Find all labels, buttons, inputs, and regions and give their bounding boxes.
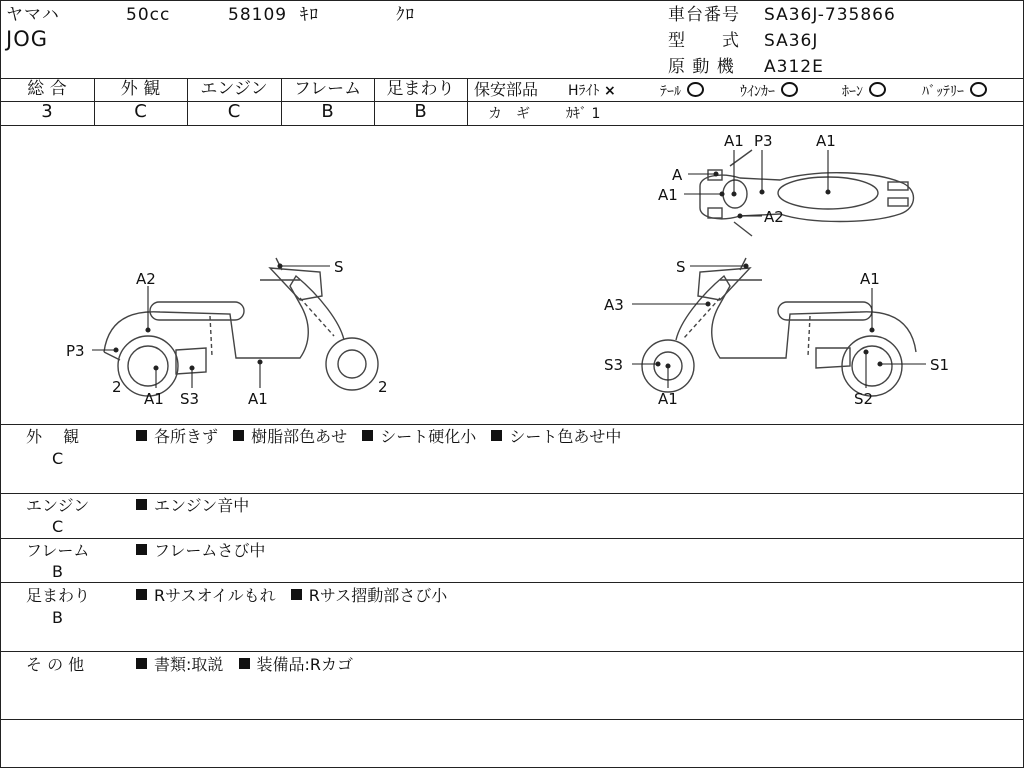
damage-diagram xyxy=(0,126,1024,424)
remark-grade-exterior: C xyxy=(52,449,64,468)
safety-tail: ﾃｰﾙ xyxy=(660,82,704,101)
damage-label: P3 xyxy=(754,132,773,150)
damage-label: A1 xyxy=(658,186,678,204)
divider xyxy=(0,538,1024,539)
divider xyxy=(0,424,1024,425)
damage-label: A1 xyxy=(248,390,268,408)
grade-engine: C xyxy=(227,101,241,122)
ok-circle-icon xyxy=(869,82,886,97)
grade-header-frame: フレーム xyxy=(293,79,362,99)
ok-circle-icon xyxy=(970,82,987,97)
bullet-square-icon xyxy=(136,544,147,555)
bullet-square-icon xyxy=(233,430,244,441)
remark-items-engine: エンジン音中 xyxy=(136,497,249,515)
safety-headlight: Hﾗｲﾄ × xyxy=(568,83,616,99)
type-label: 型 式 xyxy=(668,31,740,51)
remark-items-frame: フレームさび中 xyxy=(136,542,265,560)
frame-no: SA36J-735866 xyxy=(764,5,896,25)
remark-label-frame: フレーム xyxy=(26,541,90,560)
key-label: カ ギ xyxy=(488,106,530,122)
model-name: JOG xyxy=(6,27,48,51)
remark-label-other: そ の 他 xyxy=(26,655,85,674)
mileage-unit: ｷﾛ xyxy=(300,5,319,25)
divider xyxy=(0,651,1024,652)
engine-label: 原 動 機 xyxy=(668,57,735,77)
bullet-square-icon xyxy=(136,589,147,600)
engine-value: A312E xyxy=(764,57,824,77)
maker: ヤマハ xyxy=(6,5,60,25)
grade-header-exterior: 外 観 xyxy=(120,79,161,99)
remark-items-other: 書類:取説 装備品:Rカゴ xyxy=(136,656,353,674)
remark-grade-engine: C xyxy=(52,517,64,536)
remark-items-suspension: Rサスオイルもれ Rサス摺動部さび小 xyxy=(136,587,447,605)
safety-battery: ﾊﾞｯﾃﾘｰ xyxy=(922,82,987,101)
grade-header-engine: エンジン xyxy=(200,79,268,99)
damage-label: 2 xyxy=(112,378,122,396)
safety-horn: ﾎｰﾝ xyxy=(842,82,886,101)
damage-label: A2 xyxy=(764,208,784,226)
color: ｸﾛ xyxy=(396,5,415,25)
ok-circle-icon xyxy=(781,82,798,97)
grade-exterior: C xyxy=(134,101,147,122)
ok-circle-icon xyxy=(687,82,704,97)
bullet-square-icon xyxy=(291,589,302,600)
damage-label: A1 xyxy=(658,390,678,408)
damage-label: A1 xyxy=(724,132,744,150)
displacement: 50cc xyxy=(126,5,171,25)
remark-label-suspension: 足まわり xyxy=(26,586,91,605)
divider xyxy=(0,101,1024,102)
grade-frame: B xyxy=(321,101,334,122)
damage-label: S2 xyxy=(854,390,874,408)
safety-title: 保安部品 xyxy=(474,80,539,99)
damage-label: A3 xyxy=(604,296,624,314)
bullet-square-icon xyxy=(491,430,502,441)
bullet-square-icon xyxy=(362,430,373,441)
safety-winker: ｳｲﾝｶｰ xyxy=(740,82,798,101)
damage-label: 2 xyxy=(378,378,388,396)
remark-grade-frame: B xyxy=(52,562,63,581)
damage-label: S xyxy=(334,258,344,276)
grade-header-total: 総 合 xyxy=(27,79,67,99)
damage-label: S1 xyxy=(930,356,950,374)
bullet-square-icon xyxy=(136,430,147,441)
grade-suspension: B xyxy=(414,101,427,122)
damage-label: A1 xyxy=(816,132,836,150)
remark-label-exterior: 外 観 xyxy=(26,427,80,446)
divider xyxy=(0,719,1024,720)
mileage: 58109 xyxy=(228,5,288,25)
damage-label: S3 xyxy=(604,356,624,374)
type-value: SA36J xyxy=(764,31,819,51)
bullet-square-icon xyxy=(239,658,250,669)
remark-label-engine: エンジン xyxy=(26,496,90,515)
grade-total: 3 xyxy=(41,101,53,122)
divider xyxy=(0,493,1024,494)
damage-label: A2 xyxy=(136,270,156,288)
remark-items-exterior: 各所きず 樹脂部色あせ シート硬化小 シート色あせ中 xyxy=(136,428,621,446)
bullet-square-icon xyxy=(136,499,147,510)
remark-grade-suspension: B xyxy=(52,608,63,627)
damage-label: A xyxy=(672,166,683,184)
bullet-square-icon xyxy=(136,658,147,669)
divider xyxy=(0,582,1024,583)
key-value: ｶｷﾞ 1 xyxy=(566,106,601,122)
damage-label: P3 xyxy=(66,342,85,360)
damage-label: S3 xyxy=(180,390,200,408)
damage-label: S xyxy=(676,258,686,276)
damage-label: A1 xyxy=(144,390,164,408)
grade-header-suspension: 足まわり xyxy=(386,79,455,99)
damage-label: A1 xyxy=(860,270,880,288)
frame-no-label: 車台番号 xyxy=(668,5,740,25)
